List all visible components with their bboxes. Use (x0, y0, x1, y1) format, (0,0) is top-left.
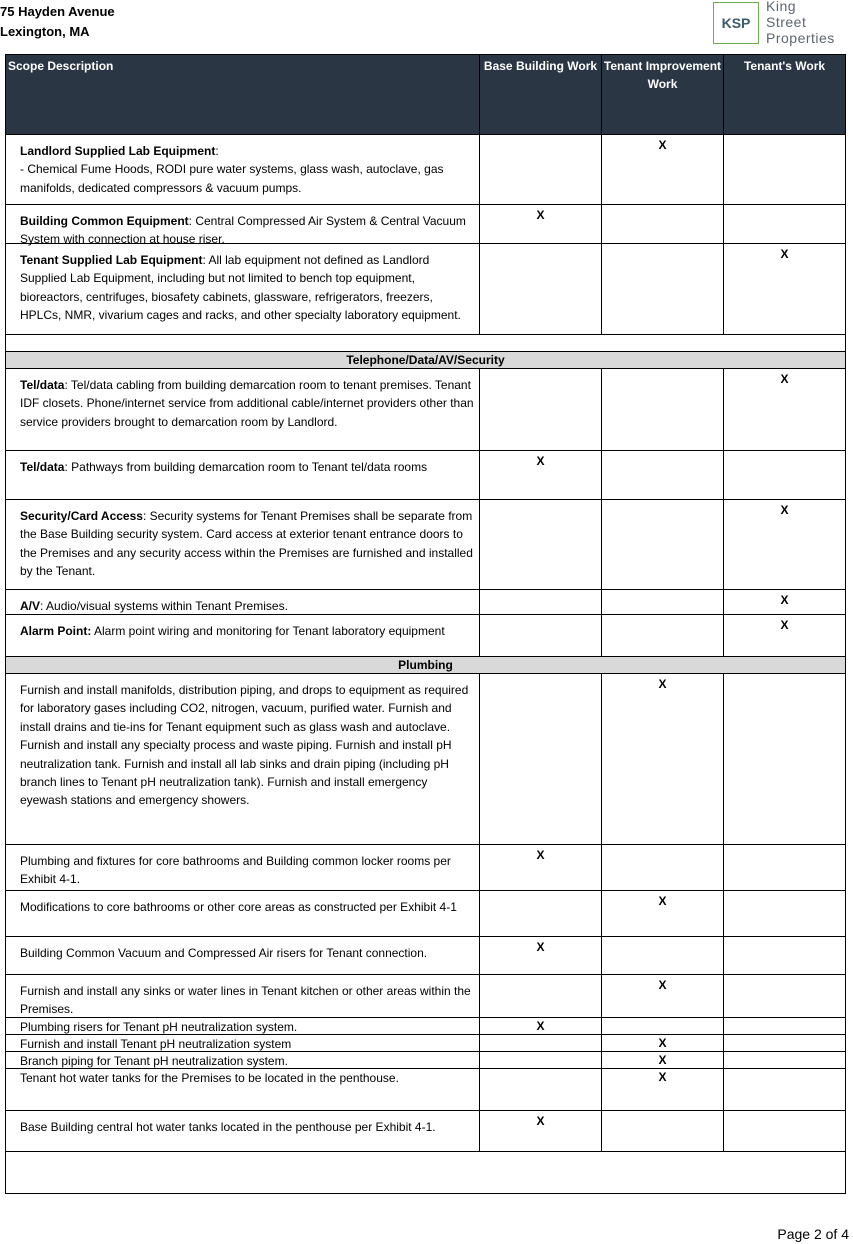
table-row (5, 674, 846, 845)
tenant-improvement-mark (602, 615, 724, 657)
spacer-row (5, 1152, 846, 1194)
scope-description (5, 1018, 480, 1035)
tenant-improvement-mark (602, 845, 724, 891)
scope-description (5, 205, 480, 247)
scope-text: Alarm point wiring and monitoring for Tenant laboratory equipment (91, 624, 445, 638)
scope-text: : Central Compressed Air System & Central Vacuum System with connection at house riser. (20, 214, 466, 247)
table-row (5, 369, 846, 451)
base-building-mark (480, 244, 602, 335)
tenants-work-mark: X (724, 615, 846, 657)
logo-mark: KSP (713, 2, 759, 44)
scope-title: Building Common Equipment (20, 214, 189, 228)
base-building-mark (480, 1052, 602, 1069)
tenant-improvement-mark (602, 1111, 724, 1152)
base-building-mark (480, 1035, 602, 1052)
tenant-improvement-mark (602, 590, 724, 615)
tenants-work-mark (724, 975, 846, 1018)
tenants-work-mark (724, 1035, 846, 1052)
scope-title: Security/Card Access (20, 509, 143, 523)
scope-text: Furnish and install Tenant pH neutralization system (20, 1037, 292, 1051)
base-building-mark (480, 369, 602, 451)
scope-description (5, 1069, 480, 1111)
scope-description (5, 1035, 480, 1052)
ksp-logo (712, 0, 853, 48)
tenants-work-mark: X (724, 244, 846, 335)
scope-description (5, 975, 480, 1018)
table-row (5, 937, 846, 975)
tenants-work-mark: X (724, 500, 846, 590)
col-header-base: Base Building Work (480, 55, 602, 135)
tenant-improvement-mark (602, 451, 724, 500)
scope-description (5, 674, 480, 845)
scope-description (5, 244, 480, 335)
scope-title: Tenant Supplied Lab Equipment (20, 253, 203, 267)
tenants-work-mark (724, 674, 846, 845)
scope-title: A/V (20, 599, 41, 613)
scope-title: Alarm Point: (20, 624, 92, 638)
tenants-work-mark (724, 451, 846, 500)
tenant-improvement-mark: X (602, 1035, 724, 1052)
scope-text: Base Building central hot water tanks located in the penthouse per Exhibit 4-1. (20, 1120, 436, 1134)
tenant-improvement-mark: X (602, 891, 724, 937)
table-row (5, 975, 846, 1018)
table-row (5, 845, 846, 891)
base-building-mark: X (480, 937, 602, 975)
tenant-improvement-mark (602, 205, 724, 244)
scope-text: Modifications to core bathrooms or other core areas as constructed per Exhibit 4-1 (20, 900, 457, 914)
scope-title: Tel/data (20, 378, 65, 392)
base-building-mark: X (480, 1018, 602, 1035)
base-building-mark: X (480, 451, 602, 500)
scope-text: : Tel/data cabling from building demarcation room to tenant premises. Tenant IDF closets. Phone/internet service from additional cable/internet providers other than service providers brought to demarcation room by Landlord. (20, 378, 474, 429)
tenants-work-mark (724, 1052, 846, 1069)
table-row (5, 1111, 846, 1152)
scope-description (5, 891, 480, 937)
tenants-work-mark (724, 135, 846, 205)
spacer-row (5, 335, 846, 352)
tenants-work-mark (724, 205, 846, 244)
tenant-improvement-mark: X (602, 975, 724, 1018)
base-building-mark: X (480, 845, 602, 891)
scope-title: Landlord Supplied Lab Equipment (20, 144, 216, 158)
table-row (5, 244, 846, 335)
tenant-improvement-mark (602, 500, 724, 590)
table-row (5, 590, 846, 615)
tenant-improvement-mark (602, 1018, 724, 1035)
scope-description (5, 615, 480, 657)
page-number: Page 2 of 4 (777, 1226, 849, 1242)
scope-text: Plumbing risers for Tenant pH neutralization system. (20, 1020, 298, 1034)
tenant-improvement-mark (602, 937, 724, 975)
table-row (5, 1018, 846, 1035)
tenant-improvement-mark: X (602, 674, 724, 845)
address-line-2: Lexington, MA (0, 24, 90, 39)
scope-text: : - Chemical Fume Hoods, RODI pure water systems, glass wash, autoclave, gas manifolds, dedicated compressors & vacuum pumps. (20, 144, 444, 195)
base-building-mark (480, 674, 602, 845)
address-block (0, 2, 115, 42)
base-building-mark (480, 975, 602, 1018)
scope-text: : Audio/visual systems within Tenant Premises. (40, 599, 288, 613)
base-building-mark: X (480, 205, 602, 244)
scope-description (5, 500, 480, 590)
tenants-work-mark (724, 1018, 846, 1035)
table-row (5, 500, 846, 590)
base-building-mark (480, 1069, 602, 1111)
scope-description (5, 1052, 480, 1069)
table-row (5, 1052, 846, 1069)
table-row (5, 451, 846, 500)
scope-text: : All lab equipment not defined as Landlord Supplied Lab Equipment, including but not limited to bench top equipment, bioreactors, centrifuges, biosafety cabinets, glassware, refrigerators, freezers, HPLCs, NMR, vivarium cages and racks, and other specialty laboratory equipment. (20, 253, 461, 323)
scope-table (5, 54, 846, 1194)
tenants-work-mark: X (724, 590, 846, 615)
table-row (5, 205, 846, 247)
table-row (5, 135, 846, 205)
table-row (5, 615, 846, 657)
tenants-work-mark (724, 845, 846, 891)
base-building-mark (480, 891, 602, 937)
scope-text: Furnish and install manifolds, distribution piping, and drops to equipment as required for laboratory gases including CO2, nitrogen, vacuum, purified water. Furnish and install drains and tie-ins for Tenant equipment such as glass wash and autoclave. Furnish and install any specialty process and waste piping. Furnish and install pH neutralization tank. Furnish and install all lab sinks and drain piping (including pH branch lines to Tenant pH neutralization tank). Furnish and install emergency eyewash stations and emergency showers. (20, 683, 469, 808)
tenants-work-mark: X (724, 369, 846, 451)
scope-description (5, 135, 480, 205)
scope-text: Furnish and install any sinks or water lines in Tenant kitchen or other areas within the Premises. (20, 984, 471, 1017)
logo-wordmark: King Street Properties (766, 0, 835, 46)
tenants-work-mark (724, 891, 846, 937)
section-plumbing: Plumbing (5, 657, 846, 674)
tenants-work-mark (724, 1069, 846, 1111)
scope-text: : Security systems for Tenant Premises shall be separate from the Base Building security system. Card access at exterior tenant entrance doors to the Premises and any security access within the Premises are furnished and installed by the Tenant. (20, 509, 473, 579)
scope-description (5, 590, 480, 615)
table-row (5, 891, 846, 937)
base-building-mark (480, 590, 602, 615)
scope-description (5, 937, 480, 975)
scope-text: Plumbing and fixtures for core bathrooms and Building common locker rooms per Exhibit 4-1. (20, 854, 451, 887)
scope-text: Building Common Vacuum and Compressed Air risers for Tenant connection. (20, 946, 428, 960)
table-row (5, 1069, 846, 1111)
tenant-improvement-mark (602, 244, 724, 335)
tenant-improvement-mark: X (602, 135, 724, 205)
tenant-improvement-mark: X (602, 1052, 724, 1069)
scope-text: : Pathways from building demarcation room to Tenant tel/data rooms (64, 460, 428, 474)
col-header-ti: Tenant Improvement Work (602, 55, 724, 135)
tenant-improvement-mark: X (602, 1069, 724, 1111)
scope-text: Branch piping for Tenant pH neutralization system. (20, 1054, 288, 1068)
base-building-mark (480, 135, 602, 205)
base-building-mark (480, 615, 602, 657)
scope-description (5, 845, 480, 891)
base-building-mark: X (480, 1111, 602, 1152)
scope-description (5, 1111, 480, 1152)
table-header (5, 54, 846, 135)
base-building-mark (480, 500, 602, 590)
scope-title: Tel/data (20, 460, 65, 474)
tenant-improvement-mark (602, 369, 724, 451)
scope-text: Tenant hot water tanks for the Premises to be located in the penthouse. (20, 1071, 399, 1085)
tenants-work-mark (724, 1111, 846, 1152)
address-line-1: 75 Hayden Avenue (0, 4, 115, 19)
col-header-tenant: Tenant's Work (724, 55, 846, 135)
col-header-scope: Scope Description (5, 55, 480, 135)
table-row (5, 1035, 846, 1052)
scope-description (5, 369, 480, 451)
scope-description (5, 451, 480, 500)
tenants-work-mark (724, 937, 846, 975)
section-telephone: Telephone/Data/AV/Security (5, 352, 846, 369)
